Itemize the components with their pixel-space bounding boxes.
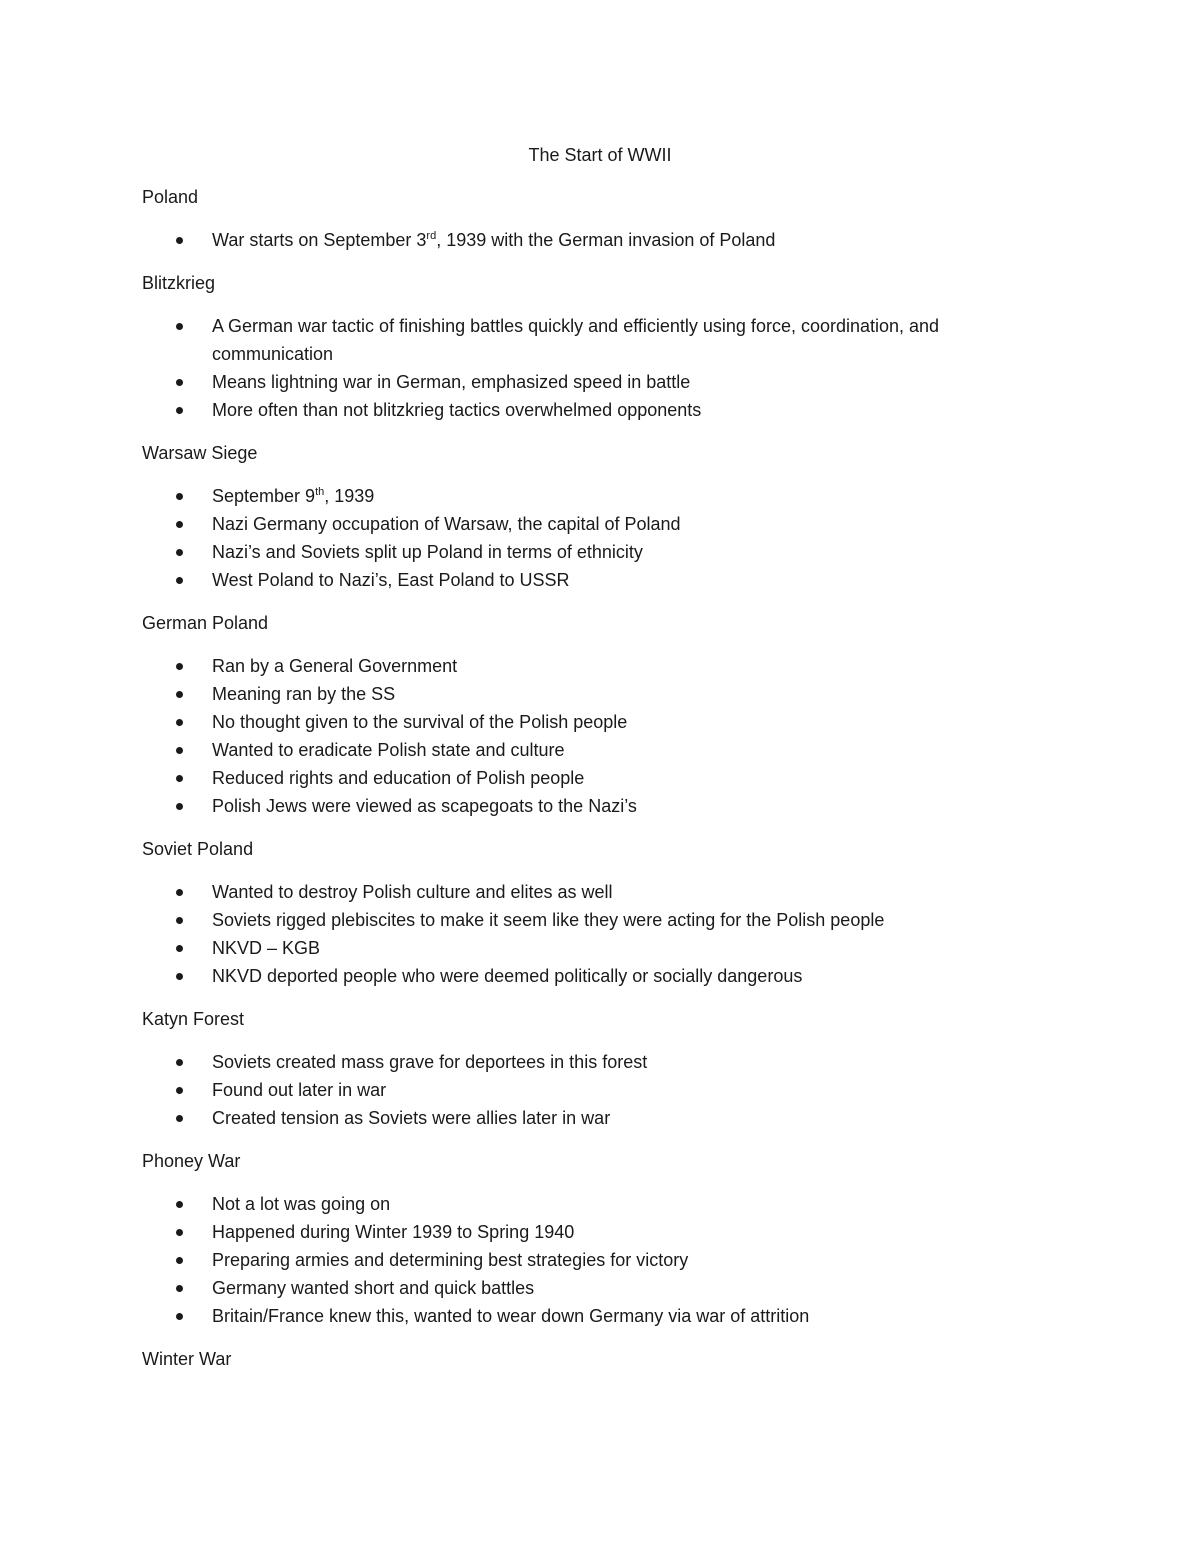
list-item-text: War starts on September 3 <box>212 230 427 250</box>
list-item-text: More often than not blitzkrieg tactics overwhelmed opponents <box>212 400 702 420</box>
bullet-icon <box>176 917 183 924</box>
list-item <box>142 680 1032 708</box>
bullet-icon <box>176 549 183 556</box>
list-item <box>142 1190 1032 1218</box>
bullet-icon <box>176 945 183 952</box>
list-item-text: Wanted to destroy Polish culture and elites as well <box>212 882 613 902</box>
bullet-icon <box>176 407 183 414</box>
bullet-list <box>142 482 1042 594</box>
section-winter-war <box>142 1346 1042 1372</box>
section-soviet-poland <box>142 836 1042 990</box>
document-body <box>142 184 1042 1372</box>
list-item <box>142 396 1032 424</box>
section-blitzkrieg <box>142 270 1042 424</box>
bullet-list <box>142 312 1042 424</box>
section-heading: Warsaw Siege <box>142 443 258 463</box>
list-item-text: Wanted to eradicate Polish state and culture <box>212 740 565 760</box>
list-item-text: Soviets rigged plebiscites to make it seem like they were acting for the Polish people <box>212 910 885 930</box>
section-phoney-war <box>142 1148 1042 1330</box>
bullet-icon <box>176 521 183 528</box>
list-item <box>142 764 1032 792</box>
list-item-text: NKVD – KGB <box>212 938 321 958</box>
section-german-poland <box>142 610 1042 820</box>
section-heading: Phoney War <box>142 1151 241 1171</box>
ordinal-suffix: rd <box>426 230 437 242</box>
list-item-text: Britain/France knew this, wanted to wear down Germany via war of attrition <box>212 1306 810 1326</box>
list-item <box>142 878 1032 906</box>
section-heading: Poland <box>142 187 199 207</box>
bullet-icon <box>176 775 183 782</box>
section-heading: Winter War <box>142 1349 232 1369</box>
list-item-text: Means lightning war in German, emphasized speed in battle <box>212 372 691 392</box>
list-item <box>142 708 1032 736</box>
bullet-icon <box>176 379 183 386</box>
bullet-icon <box>176 747 183 754</box>
list-item-text: West Poland to Nazi’s, East Poland to USSR <box>212 570 570 590</box>
bullet-icon <box>176 323 183 330</box>
bullet-icon <box>176 663 183 670</box>
bullet-icon <box>176 1087 183 1094</box>
list-item <box>142 368 1032 396</box>
list-item <box>142 792 1032 820</box>
list-item-text: Nazi’s and Soviets split up Poland in terms of ethnicity <box>212 542 643 562</box>
list-item-text: A German war tactic of finishing battles quickly and efficiently using force, coordination, and communication <box>212 316 940 364</box>
list-item <box>142 226 1032 254</box>
list-item-text-continued: , 1939 with the German invasion of Poland <box>436 230 776 250</box>
bullet-icon <box>176 1059 183 1066</box>
list-item-text: Found out later in war <box>212 1080 387 1100</box>
list-item-text-continued: , 1939 <box>324 486 375 506</box>
list-item <box>142 736 1032 764</box>
list-item-text: Preparing armies and determining best strategies for victory <box>212 1250 689 1270</box>
list-item <box>142 906 1032 934</box>
list-item <box>142 962 1032 990</box>
bullet-icon <box>176 1313 183 1320</box>
list-item-text: Created tension as Soviets were allies later in war <box>212 1108 611 1128</box>
list-item-text: Nazi Germany occupation of Warsaw, the capital of Poland <box>212 514 681 534</box>
bullet-icon <box>176 577 183 584</box>
section-heading: Blitzkrieg <box>142 273 216 293</box>
list-item <box>142 1104 1032 1132</box>
bullet-icon <box>176 1229 183 1236</box>
list-item-text: Polish Jews were viewed as scapegoats to the Nazi’s <box>212 796 637 816</box>
list-item <box>142 510 1032 538</box>
bullet-icon <box>176 1115 183 1122</box>
bullet-icon <box>176 973 183 980</box>
section-heading: Katyn Forest <box>142 1009 245 1029</box>
list-item-text: Happened during Winter 1939 to Spring 1940 <box>212 1222 575 1242</box>
list-item <box>142 538 1032 566</box>
bullet-list <box>142 652 1042 820</box>
ordinal-suffix: th <box>315 486 325 498</box>
list-item <box>142 934 1032 962</box>
section-warsaw-siege <box>142 440 1042 594</box>
list-item-text: Meaning ran by the SS <box>212 684 396 704</box>
list-item <box>142 1076 1032 1104</box>
list-item <box>142 312 1032 368</box>
bullet-icon <box>176 803 183 810</box>
bullet-list <box>142 878 1042 990</box>
section-poland <box>142 184 1042 254</box>
list-item <box>142 1218 1032 1246</box>
bullet-icon <box>176 1285 183 1292</box>
bullet-icon <box>176 889 183 896</box>
list-item-text: NKVD deported people who were deemed politically or socially dangerous <box>212 966 803 986</box>
list-item-text: Germany wanted short and quick battles <box>212 1278 535 1298</box>
list-item-text: Soviets created mass grave for deportees in this forest <box>212 1052 648 1072</box>
bullet-list <box>142 1048 1042 1132</box>
bullet-icon <box>176 691 183 698</box>
section-heading: German Poland <box>142 613 269 633</box>
bullet-icon <box>176 1201 183 1208</box>
bullet-icon <box>176 493 183 500</box>
list-item-text: Not a lot was going on <box>212 1194 391 1214</box>
list-item <box>142 482 1032 510</box>
list-item <box>142 566 1032 594</box>
list-item <box>142 652 1032 680</box>
bullet-icon <box>176 719 183 726</box>
section-heading: Soviet Poland <box>142 839 254 859</box>
document-title: The Start of WWII <box>528 145 672 165</box>
section-katyn-forest <box>142 1006 1042 1132</box>
list-item-text: No thought given to the survival of the Polish people <box>212 712 628 732</box>
bullet-icon <box>176 237 183 244</box>
list-item-text: Ran by a General Government <box>212 656 458 676</box>
bullet-list <box>142 1190 1042 1330</box>
list-item <box>142 1302 1032 1330</box>
list-item <box>142 1246 1032 1274</box>
list-item <box>142 1048 1032 1076</box>
list-item-text: September 9 <box>212 486 316 506</box>
list-item-text: Reduced rights and education of Polish people <box>212 768 585 788</box>
list-item <box>142 1274 1032 1302</box>
document-page <box>142 142 1042 1388</box>
bullet-icon <box>176 1257 183 1264</box>
bullet-list <box>142 226 1042 254</box>
